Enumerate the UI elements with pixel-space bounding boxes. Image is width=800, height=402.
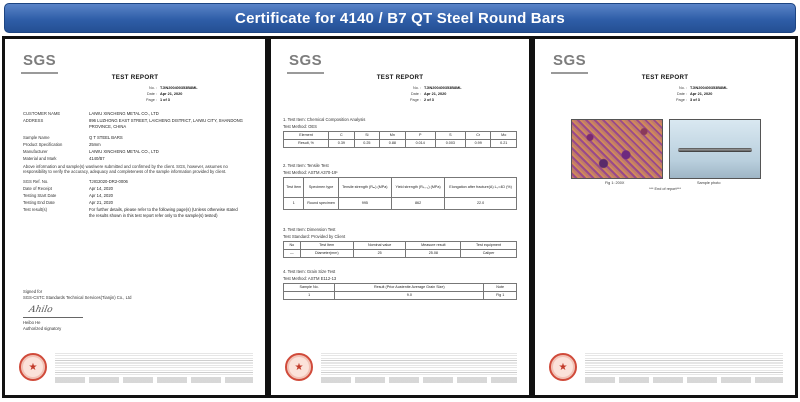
certificate-page-2[interactable] bbox=[268, 36, 532, 398]
sample-photo bbox=[669, 119, 761, 179]
report-number: TJIN200400353B8ML bbox=[690, 86, 728, 90]
page-number: 1 of 3 bbox=[160, 98, 170, 103]
report-date: Apr 21, 2020 bbox=[160, 92, 183, 97]
page-number: 3 of 3 bbox=[690, 98, 700, 103]
tensile-test-section: 2. Test Item: Tensile Test Test Method: ASTM A370-19¹ Test Item Specimen type Tensile strength (Rₘ) (MPa) Yield strength (Rₚ₀.₂) (MPa) Elongation after fracture(A) L₀=4D (%) 1 Round specimen 995 862 22.0 bbox=[283, 163, 517, 210]
seal-icon bbox=[285, 353, 313, 381]
seal-icon bbox=[19, 353, 47, 381]
page-footer bbox=[547, 353, 783, 383]
page-sheet bbox=[5, 39, 265, 395]
title-banner bbox=[4, 3, 796, 33]
chemical-composition-section: 1. Test Item: Chemical Composition Analysis Test Method: OES Element C Si Mn P S Cr Mo Result, % 0.39 0.25 0.88 0.014 0.003 0.99 0.21 bbox=[283, 117, 517, 148]
page-sheet bbox=[535, 39, 795, 395]
report-title: TEST REPORT bbox=[641, 74, 689, 81]
report-date: Apr 21, 2020 bbox=[424, 92, 447, 97]
report-number: TJIN200400353B8ML bbox=[160, 86, 198, 90]
report-date: Apr 21, 2020 bbox=[690, 92, 713, 97]
signature-block: Signed for SGS-CSTC Standards Technical Services(Tianjin) Co., Ltd Ahilo Heibo He Authorized signatory bbox=[23, 289, 143, 332]
signer-name: Heibo He bbox=[23, 320, 41, 326]
sgs-logo: SGS bbox=[553, 51, 586, 71]
footer-address-line bbox=[55, 377, 253, 383]
signature-mark: Ahilo bbox=[27, 305, 54, 316]
signer-role: Authorized signatory bbox=[23, 326, 62, 332]
certificate-page-1[interactable] bbox=[2, 36, 268, 398]
report-title: TEST REPORT bbox=[376, 74, 424, 81]
certificate-page-3[interactable] bbox=[532, 36, 798, 398]
page-footer bbox=[283, 353, 517, 383]
footer-fine-print bbox=[321, 353, 517, 375]
figure-caption-1: Fig 1: 200X bbox=[605, 181, 625, 185]
footer-address-line bbox=[585, 377, 783, 383]
grain-size-section: 4. Test Item: Grain Size Test Test Method: ASTM E112-13 Sample No. Result (Prior Austenite Average Grain Size) Note 1 9.0 Fig 1 bbox=[283, 269, 517, 300]
report-meta: No. : TJIN200400353B8ML Date : Apr 21, 2020 Page : 2 of 3 bbox=[410, 86, 462, 103]
report-number: TJIN200400353B8ML bbox=[424, 86, 462, 90]
page-footer bbox=[17, 353, 253, 383]
report-title: TEST REPORT bbox=[111, 74, 159, 81]
report-meta: No. : TJIN200400353B8ML Date : Apr 21, 2020 Page : 3 of 3 bbox=[676, 86, 728, 103]
steel-bar-icon bbox=[678, 148, 752, 152]
figure-row bbox=[571, 119, 761, 179]
chemical-table: Element C Si Mn P S Cr Mo Result, % 0.39 0.25 0.88 0.014 0.003 0.99 0.21 bbox=[283, 131, 517, 148]
footer-address-line bbox=[321, 377, 517, 383]
sgs-logo: SGS bbox=[289, 51, 322, 71]
microstructure-image bbox=[571, 119, 663, 179]
page-number: 2 of 3 bbox=[424, 98, 434, 103]
footer-fine-print bbox=[585, 353, 783, 375]
grain-size-table: Sample No. Result (Prior Austenite Average Grain Size) Note 1 9.0 Fig 1 bbox=[283, 283, 517, 300]
tensile-table: Test Item Specimen type Tensile strength (Rₘ) (MPa) Yield strength (Rₚ₀.₂) (MPa) Elongation after fracture(A) L₀=4D (%) 1 Round specimen 995 862 22.0 bbox=[283, 177, 517, 210]
report-meta: No. : TJIN200400353B8ML Date : Apr 21, 2020 Page : 1 of 3 bbox=[146, 86, 198, 103]
dimension-table: No Test Item Nominal value Measure result Test equipment — Diameter(mm) 25 25.08 Caliper bbox=[283, 241, 517, 258]
figure-caption-2: Sample photo bbox=[697, 181, 721, 185]
report-fields: CUSTOMER NAME LAIWU XINCHENG METAL CO., LTD ADDRESS 896 LUZHONG EAST STREET, LAICHENG DISTRICT, LAIWU CITY, SHANDONG PROVINCE, CHINA Sample Name Q T STEEL BARS Product Specification 25mm Manufacturer LAIWU XINCHENG METAL CO., LTD Material and Mark 4140/B7 Above information and sample(s) was/were submitted and confirmed by the client. SGS, however, assumes no responsibility to verify the accuracy, adequacy and completeness of the sample information provided by client. SGS Ref. No. TJIG2020-DR2-0006 Date of Receipt Apr 14, 2020 Testing Start Date Apr 14, 2020 Testing End Date Apr 21, 2020 Test result(s) For further details, please refer to the following page(s) (Unless otherwise stated the results shown in this test report refer only to the sample(s) tested) bbox=[23, 111, 243, 218]
banner-title: Certificate for 4140 / B7 QT Steel Round Bars bbox=[235, 9, 565, 27]
footer-fine-print bbox=[55, 353, 253, 375]
page-sheet bbox=[271, 39, 529, 395]
dimension-test-section: 3. Test Item: Dimension Test Test Standard: Provided by Client No Test Item Nominal value Measure result Test equipment — Diameter(mm) 25 25.08 Caliper bbox=[283, 227, 517, 258]
sgs-logo: SGS bbox=[23, 51, 56, 71]
end-of-report: *** End of report*** bbox=[649, 187, 681, 191]
disclaimer-text: Above information and sample(s) was/were submitted and confirmed by the client. SGS, however, assumes no responsibility to verify the accuracy, adequacy and completeness of the sample information provided by client. bbox=[23, 163, 228, 175]
seal-icon bbox=[549, 353, 577, 381]
